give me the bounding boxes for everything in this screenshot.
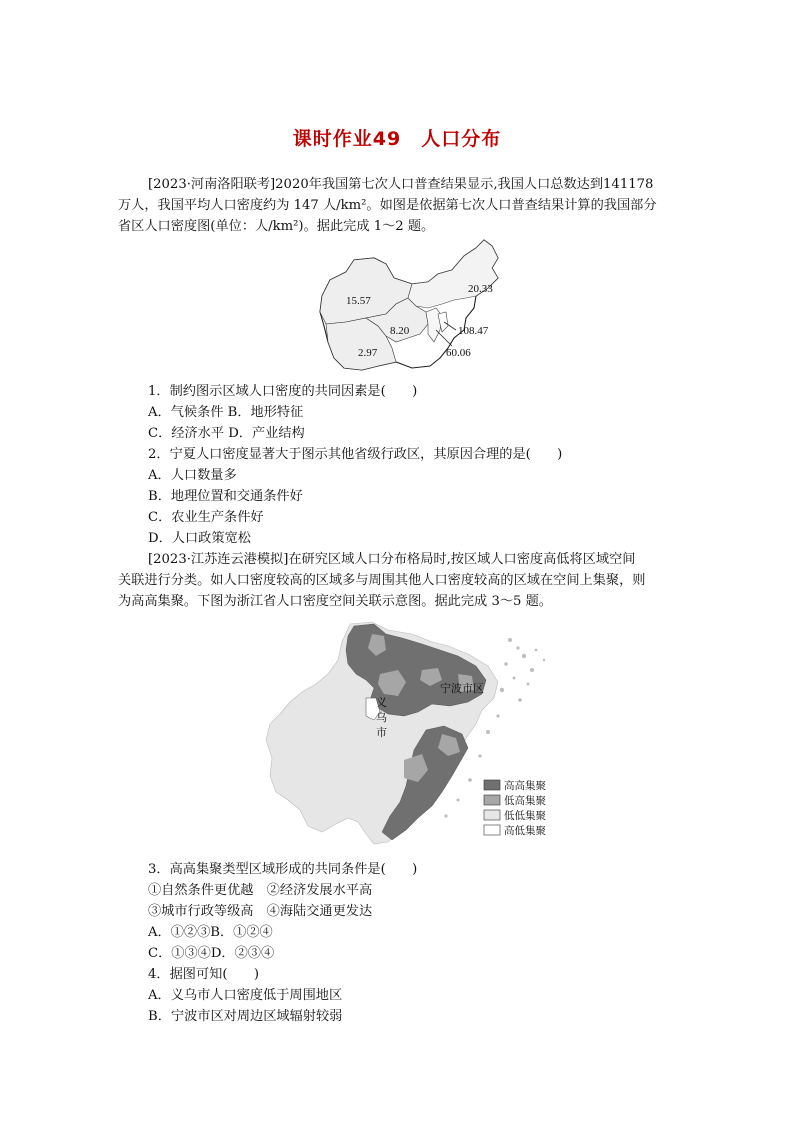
city-label-yiwu-1: 义 [376,696,387,709]
q3-stem: 3．高高集聚类型区域形成的共同条件是( ) [148,862,418,877]
intro1-line-3: 省区人口密度图(单位：人/km²)。据此完成 1～2 题。 [118,219,435,234]
inner-mongolia-region [408,240,498,308]
map-label-tibet: 2.97 [358,347,378,359]
intro2-line-2: 关联进行分类。如人口密度较高的区域多与周围其他人口密度较高的区域在空间上集聚，则 [118,573,646,588]
map-label-inner-mongolia: 20.33 [468,283,493,295]
q3-item-12: ①自然条件更优越 ②经济发展水平高 [148,883,373,898]
legend-swatch-low-low [484,810,500,820]
q2-option-d: D．人口政策宽松 [148,531,251,546]
q3-option-cd: C．①③④D．②③④ [148,946,275,961]
q1-option-cd: C．经济水平 D．产业结构 [148,426,305,441]
city-label-ningbo: 宁波市区 [440,682,484,695]
legend-label-high-high: 高高集聚 [504,780,546,792]
city-label-yiwu-2: 乌 [376,711,387,724]
q2-option-c: C．农业生产条件好 [148,510,264,525]
city-label-yiwu-3: 市 [376,726,387,739]
q4-stem: 4．据图可知( ) [148,967,259,982]
intro2-line-3: 为高高集聚。下图为浙江省人口密度空间关联示意图。据此完成 3～5 题。 [118,594,552,609]
map-label-ningxia: 108.47 [458,325,489,337]
legend-label-low-high: 低高集聚 [504,795,546,807]
population-density-map [316,238,506,372]
map-legend [484,779,546,837]
q2-option-b: B．地理位置和交通条件好 [148,489,303,504]
intro1-line-1: [2023·河南洛阳联考]2020年我国第七次人口普查结果显示,我国人口总数达到141178 [148,177,654,192]
q4-option-b: B．宁波市区对周边区域辐射较弱 [148,1009,343,1024]
q2-stem: 2．宁夏人口密度显著大于图示其他省级行政区，其原因合理的是( ) [148,447,563,462]
page-title: 课时作业49 人口分布 [292,128,502,150]
legend-swatch-low-high [484,795,500,805]
legend-swatch-high-low [484,825,500,835]
intro1-line-2: 万人，我国平均人口密度约为 147 人/km²。如图是依据第七次人口普查结果计算的我国部分 [118,198,657,213]
legend-label-high-low: 高低集聚 [504,825,546,837]
map-label-gansu: 60.06 [446,347,471,359]
q4-option-a: A．义乌市人口密度低于周围地区 [148,988,343,1003]
legend-label-low-low: 低低集聚 [504,810,546,822]
map-label-qinghai: 8.20 [390,325,410,337]
intro-paragraph-2 [118,549,680,612]
q1-stem: 1．制约图示区域人口密度的共同因素是( ) [148,384,418,399]
map-label-xinjiang: 15.57 [346,295,371,307]
intro2-line-1: [2023·江苏连云港模拟]在研究区域人口分布格局时,按区域人口密度高低将区域空间 [148,552,636,567]
q3-item-34: ③城市行政等级高 ④海陆交通更发达 [148,904,373,919]
zhejiang-association-map [262,620,562,848]
q3-option-ab: A．①②③B．①②④ [148,925,273,940]
q1-option-ab: A．气候条件 B．地形特征 [148,405,304,420]
legend-swatch-high-high [484,780,500,790]
q2-option-a: A．人口数量多 [148,468,237,483]
intro-paragraph-1 [118,174,680,237]
